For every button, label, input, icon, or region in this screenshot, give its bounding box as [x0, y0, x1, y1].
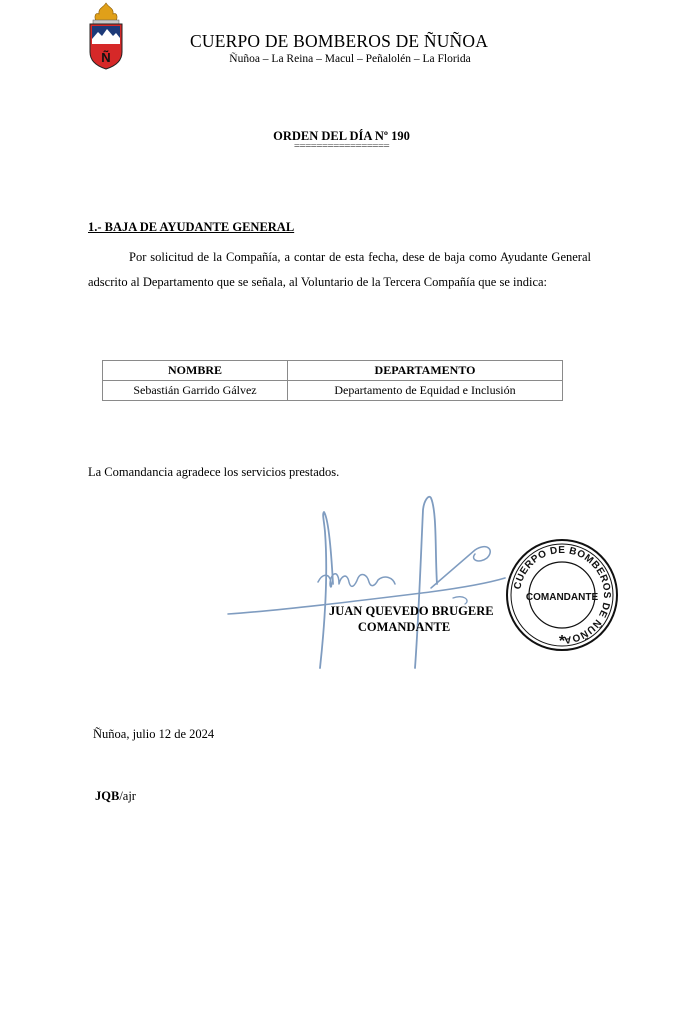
crest-letter: Ñ: [101, 50, 111, 65]
order-title-separator: =================: [293, 140, 390, 152]
seal-center-text: COMANDANTE: [525, 592, 599, 603]
column-header-departamento: DEPARTAMENTO: [288, 361, 563, 381]
order-title: ORDEN DEL DÍA Nº 190: [273, 129, 410, 143]
seal-ring-text: CUERPO DE BOMBEROS DE ÑUÑOA: [512, 544, 613, 646]
closing-thanks: La Comandancia agradece los servicios prestados.: [88, 465, 340, 479]
author-initials: [95, 789, 136, 804]
author-initials-bold: JQB: [95, 789, 120, 803]
column-header-nombre: NOMBRE: [103, 361, 288, 381]
signer-role: COMANDANTE: [357, 620, 451, 634]
organization-name: CUERPO DE BOMBEROS DE ÑUÑOA: [190, 31, 489, 51]
signer-name: JUAN QUEVEDO BRUGERE: [329, 604, 494, 618]
table-row: [103, 381, 563, 401]
members-table: [102, 360, 563, 401]
organization-communes: Ñuñoa – La Reina – Macul – Peñalolén – La Florida: [229, 53, 471, 65]
author-initials-suffix: /ajr: [119, 789, 136, 803]
cell-nombre: Sebastián Garrido Gálvez: [103, 381, 288, 401]
seal-star: *: [558, 633, 566, 650]
handwritten-signature: [225, 492, 510, 674]
table-header-row: [103, 361, 563, 381]
section-heading: 1.- BAJA DE AYUDANTE GENERAL: [88, 220, 295, 234]
section-paragraph: Por solicitud de la Compañía, a contar de esta fecha, dese de baja como Ayudante General adscrito al Departamento que se señala, al Voluntario de la Tercera Compañía que se indica:: [88, 250, 591, 289]
cell-departamento: Departamento de Equidad e Inclusión: [288, 381, 563, 401]
place-date: Ñuñoa, julio 12 de 2024: [93, 727, 215, 741]
official-seal-stamp: [505, 538, 619, 652]
